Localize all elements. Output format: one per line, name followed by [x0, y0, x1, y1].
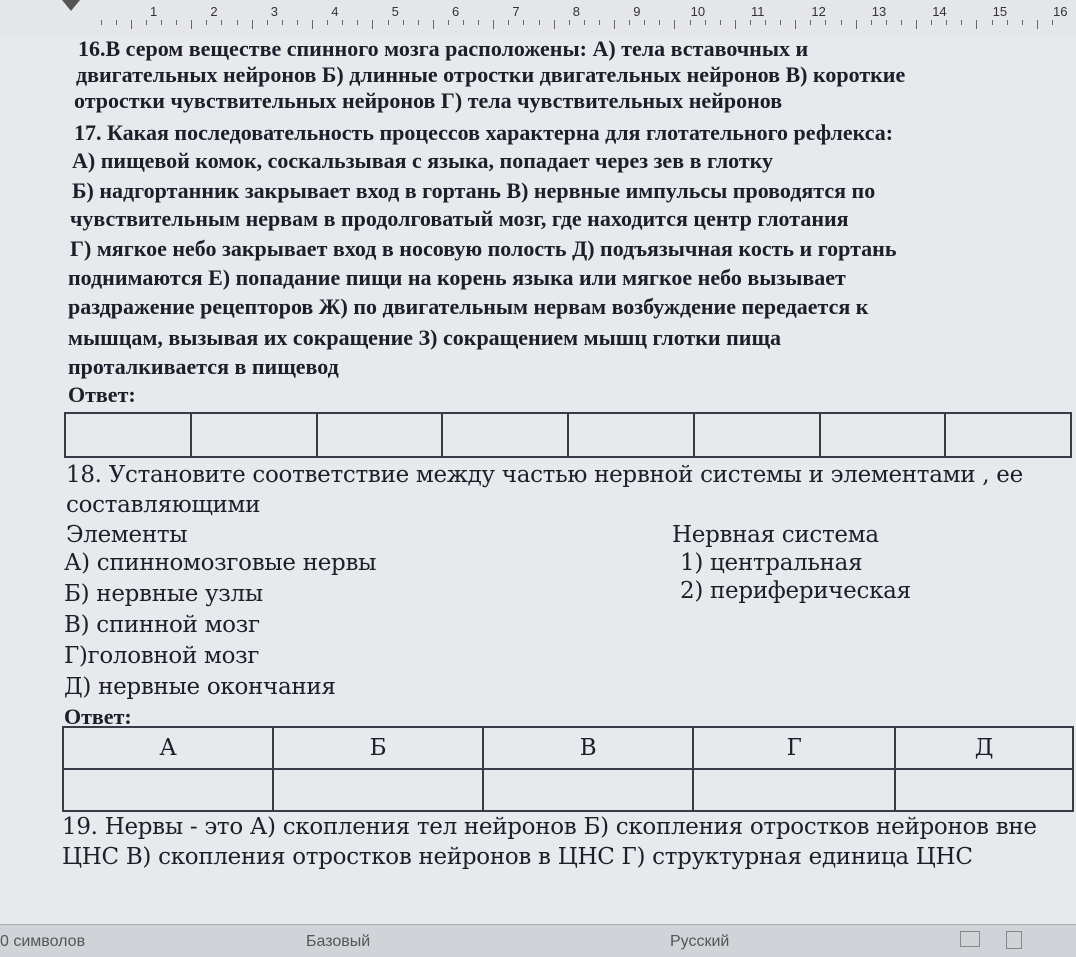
ruler-number: 9	[633, 4, 641, 19]
table-header-cell: В	[483, 727, 693, 769]
ruler-tick	[1007, 20, 1008, 25]
q17-line7: раздражение рецепторов Ж) по двигательным нервам возбуждение передается к	[68, 294, 869, 319]
answer-cell[interactable]	[694, 413, 820, 457]
ruler-tick	[886, 20, 887, 25]
q17-line3: Б) надгортанник закрывает вход в гортань В) нервные импульсы проводятся по	[72, 178, 876, 203]
ruler-tick	[418, 20, 419, 25]
q18-line2: составляющими	[66, 492, 261, 518]
q17-line1: 17. Какая последовательность процессов характерна для глотательного рефлекса:	[74, 120, 894, 145]
document-page[interactable]	[0, 36, 1076, 924]
answer-cell[interactable]	[693, 769, 895, 811]
answer-cell[interactable]	[63, 769, 273, 811]
ruler-tick	[342, 20, 343, 25]
q17-line6: поднимаются Е) попадание пищи на корень языка или мягкое небо вызывает	[68, 265, 846, 290]
language[interactable]: Русский	[670, 933, 730, 950]
ruler-number: 11	[751, 4, 765, 19]
q17-answer-table[interactable]	[64, 412, 1072, 458]
ruler-number: 3	[270, 4, 279, 19]
q18-element-g: Г)головной мозг	[64, 643, 260, 669]
answer-cell[interactable]	[65, 413, 191, 457]
answer-cell[interactable]	[273, 769, 483, 811]
ruler-tick	[614, 20, 615, 29]
ruler-tick	[690, 20, 691, 25]
ruler-tick	[871, 20, 872, 25]
view-mode-icon[interactable]	[960, 931, 980, 947]
save-status-icon[interactable]	[1006, 931, 1022, 949]
ruler-tick	[1022, 20, 1023, 25]
ruler-tick	[433, 20, 434, 29]
answer-cell[interactable]	[895, 769, 1073, 811]
ruler-tick	[282, 20, 283, 25]
ruler-tick	[659, 20, 660, 25]
ruler-number: 16	[1053, 4, 1068, 19]
ruler-number: 2	[210, 4, 218, 19]
ruler-tick	[705, 20, 706, 25]
ruler-number: 13	[871, 4, 887, 19]
q16-line2: двигательных нейронов Б) длинные отростки двигательных нейронов В) короткие	[76, 62, 906, 87]
ruler-tick	[388, 20, 389, 25]
ruler-tick	[976, 20, 977, 29]
ruler-tick	[825, 20, 826, 25]
q17-line4: чувствительным нервам в продолговатый мозг, где находится центр глотания	[70, 206, 849, 231]
q17-answer-label: Ответ:	[68, 382, 136, 407]
indent-marker[interactable]	[62, 0, 80, 11]
ruler-tick	[795, 20, 796, 29]
ruler-number: 12	[811, 4, 826, 19]
ruler-tick	[508, 20, 509, 25]
q19-line2: ЦНС В) скопления отростков нейронов в ЦНС Г) структурная единица ЦНС	[62, 844, 973, 870]
ruler-tick	[992, 20, 993, 25]
ruler-tick	[810, 20, 811, 25]
q18-line1: 18. Установите соответствие между частью нервной системы и элементами , ее	[66, 462, 1023, 488]
ruler-tick	[267, 20, 268, 25]
q18-elements-header: Элементы	[66, 522, 188, 548]
answer-cell[interactable]	[483, 769, 693, 811]
ruler-tick	[327, 20, 328, 25]
answer-cell[interactable]	[191, 413, 317, 457]
ruler-tick	[131, 20, 132, 29]
q18-answer-table[interactable]	[62, 726, 1074, 812]
ruler-tick	[146, 20, 147, 25]
ruler-tick	[252, 20, 253, 29]
ruler-tick	[841, 20, 842, 25]
ruler-number: 7	[512, 4, 520, 19]
page-style[interactable]: Базовый	[306, 933, 371, 950]
q17-line2: А) пищевой комок, соскальзывая с языка, попадает через зев в глотку	[72, 148, 774, 173]
q18-element-b: Б) нервные узлы	[64, 581, 263, 607]
ruler-tick	[629, 20, 630, 25]
ruler-tick	[297, 20, 298, 25]
ruler-tick	[674, 20, 675, 29]
ruler-number: 5	[391, 4, 399, 19]
answer-cell[interactable]	[317, 413, 443, 457]
ruler-tick	[780, 20, 781, 25]
ruler-tick	[116, 20, 117, 25]
ruler-tick	[554, 20, 555, 29]
ruler-tick	[176, 20, 177, 25]
q17-line5: Г) мягкое небо закрывает вход в носовую полость Д) подъязычная кость и гортань	[70, 236, 897, 261]
ruler-tick	[856, 20, 857, 29]
q17-line8: мышцам, вызывая их сокращение З) сокращением мышц глотки пища	[68, 325, 782, 350]
ruler-tick	[539, 20, 540, 25]
status-bar	[0, 924, 1076, 957]
answer-cell[interactable]	[820, 413, 946, 457]
table-header-cell: Б	[273, 727, 483, 769]
q16-line1: 16.В сером веществе спинного мозга расположены: А) тела вставочных и	[78, 36, 809, 61]
ruler-tick	[1052, 20, 1053, 25]
char-count[interactable]: 0 символов	[0, 933, 86, 950]
ruler-number: 8	[572, 4, 581, 19]
q18-element-v: В) спинной мозг	[64, 612, 260, 638]
table-header-cell: А	[63, 727, 273, 769]
answer-cell[interactable]	[442, 413, 568, 457]
q18-element-a: А) спинномозговые нервы	[64, 550, 377, 576]
ruler-number: 15	[992, 4, 1008, 19]
ruler-tick	[946, 20, 947, 25]
ruler-tick	[221, 20, 222, 25]
ruler-tick	[599, 20, 600, 25]
ruler-tick	[750, 20, 751, 25]
ruler-tick	[463, 20, 464, 25]
answer-cell[interactable]	[945, 413, 1071, 457]
q17-line9: проталкивается в пищевод	[68, 354, 339, 379]
ruler-tick	[569, 20, 570, 25]
q18-system-1: 1) центральная	[680, 550, 863, 576]
q18-element-d: Д) нервные окончания	[64, 674, 336, 700]
ruler-tick	[720, 20, 721, 25]
ruler-number: 1	[150, 4, 158, 19]
ruler-tick	[584, 20, 585, 25]
ruler-tick	[448, 20, 449, 25]
q18-answer-label: Ответ:	[64, 704, 132, 729]
q18-system-2: 2) периферическая	[680, 578, 911, 604]
ruler-tick	[523, 20, 524, 25]
ruler-tick	[901, 20, 902, 25]
ruler-tick	[372, 20, 373, 29]
ruler-tick	[735, 20, 736, 29]
ruler-tick	[1037, 20, 1038, 29]
table-header-cell: Г	[693, 727, 895, 769]
ruler-tick	[161, 20, 162, 25]
q16-line3: отростки чувствительных нейронов Г) тела чувствительных нейронов	[74, 88, 783, 113]
ruler-tick	[644, 20, 645, 25]
ruler-number: 4	[331, 4, 339, 19]
ruler-tick	[191, 20, 192, 29]
ruler-tick	[961, 20, 962, 25]
answer-cell[interactable]	[568, 413, 694, 457]
ruler-tick	[237, 20, 238, 25]
ruler-tick	[312, 20, 313, 29]
ruler-tick	[403, 20, 404, 25]
ruler-tick	[357, 20, 358, 25]
ruler-number: 6	[452, 4, 460, 19]
ruler-number: 14	[932, 4, 947, 19]
horizontal-ruler[interactable]	[0, 0, 1076, 37]
ruler-tick	[916, 20, 917, 29]
ruler-tick	[765, 20, 766, 25]
ruler-number: 10	[690, 4, 706, 19]
ruler-tick	[478, 20, 479, 25]
ruler-tick	[931, 20, 932, 25]
ruler-tick	[493, 20, 494, 29]
q19-line1: 19. Нервы - это А) скопления тел нейронов Б) скопления отростков нейронов вне	[62, 814, 1037, 840]
q18-system-header: Нервная система	[672, 522, 879, 548]
ruler-tick	[101, 20, 102, 25]
table-header-cell: Д	[895, 727, 1073, 769]
ruler-tick	[206, 20, 207, 25]
